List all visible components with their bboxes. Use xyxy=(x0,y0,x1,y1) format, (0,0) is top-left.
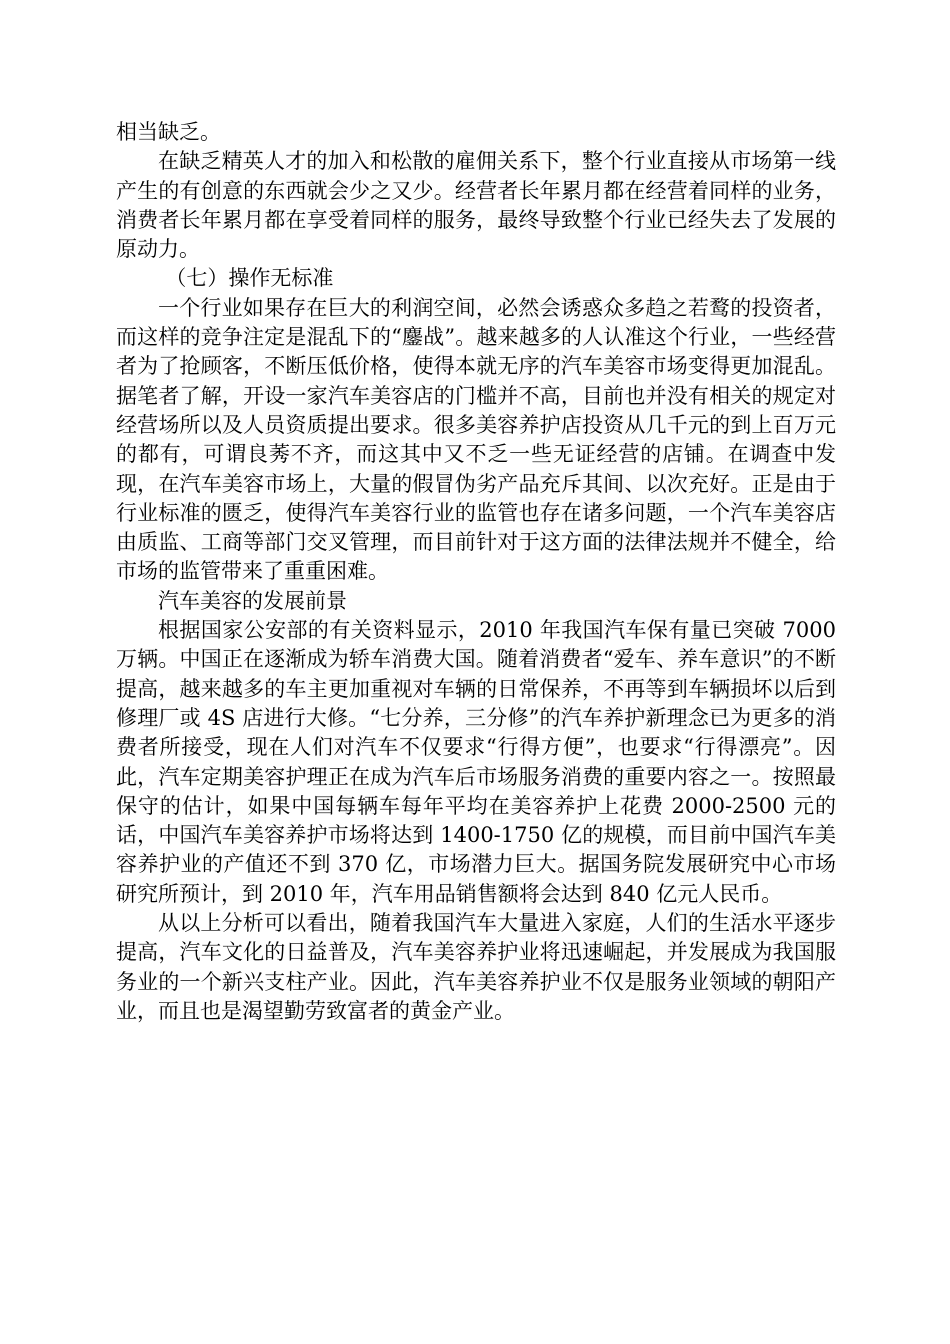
document-body xyxy=(116,118,836,1026)
paragraph: 从以上分析可以看出，随着我国汽车大量进入家庭，人们的生活水平逐步提高，汽车文化的日益普及，汽车美容养护业将迅速崛起，并发展成为我国服务业的一个新兴支柱产业。因此，汽车美容养护业不仅是服务业领域的朝阳产业，而且也是渴望勤劳致富者的黄金产业。 xyxy=(116,911,836,1023)
paragraph: 在缺乏精英人才的加入和松散的雇佣关系下，整个行业直接从市场第一线产生的有创意的东西就会少之又少。经营者长年累月都在经营着同样的业务，消费者长年累月都在享受着同样的服务，最终导致整个行业已经失去了发展的原动力。 xyxy=(116,149,836,262)
section-heading: （七）操作无标准 xyxy=(165,266,334,291)
paragraph: 根据国家公安部的有关资料显示，2010 年我国汽车保有量已突破 7000 万辆。中国正在逐渐成为轿车消费大国。随着消费者“爱车、养车意识”的不断提高，越来越多的车主更加重视对车辆的日常保养，不再等到车辆损坏以后到修理厂或 4S 店进行大修。“七分养，三分修”的汽车养护新理念已为更多的消费者所接受，现在人们对汽车不仅要求“行得方便”，也要求“行得漂亮”。因此，汽车定期美容护理正在成为汽车后市场服务消费的重要内容之一。按照最保守的估计，如果中国每辆车每年平均在美容养护上花费 2000-2500 元的话，中国汽车美容养护市场将达到 1400-1750 亿的规模，而目前中国汽车美容养护业的产值还不到 370 亿，市场潜力巨大。据国务院发展研究中心市场研究所预计，到 2010 年，汽车用品销售额将会达到 840 亿元人民币。 xyxy=(116,618,836,906)
paragraph: 一个行业如果存在巨大的利润空间，必然会诱惑众多趋之若鹜的投资者，而这样的竞争注定是混乱下的“鏖战”。越来越多的人认准这个行业，一些经营者为了抢顾客，不断压低价格，使得本就无序的汽车美容市场变得更加混乱。据笔者了解，开设一家汽车美容店的门槛并不高，目前也并没有相关的规定对经营场所以及人员资质提出要求。很多美容养护店投资从几千元的到上百万元的都有，可谓良莠不齐，而这其中又不乏一些无证经营的店铺。在调查中发现，在汽车美容市场上，大量的假冒伪劣产品充斥其间、以次充好。正是由于行业标准的匮乏，使得汽车美容行业的监管也存在诸多问题，一个汽车美容店由质监、工商等部门交叉管理，而目前针对于这方面的法律法规并不健全，给市场的监管带来了重重困难。 xyxy=(116,295,836,584)
section-heading: 汽车美容的发展前景 xyxy=(158,588,347,613)
paragraph-continuation: 相当缺乏。 xyxy=(116,120,221,144)
